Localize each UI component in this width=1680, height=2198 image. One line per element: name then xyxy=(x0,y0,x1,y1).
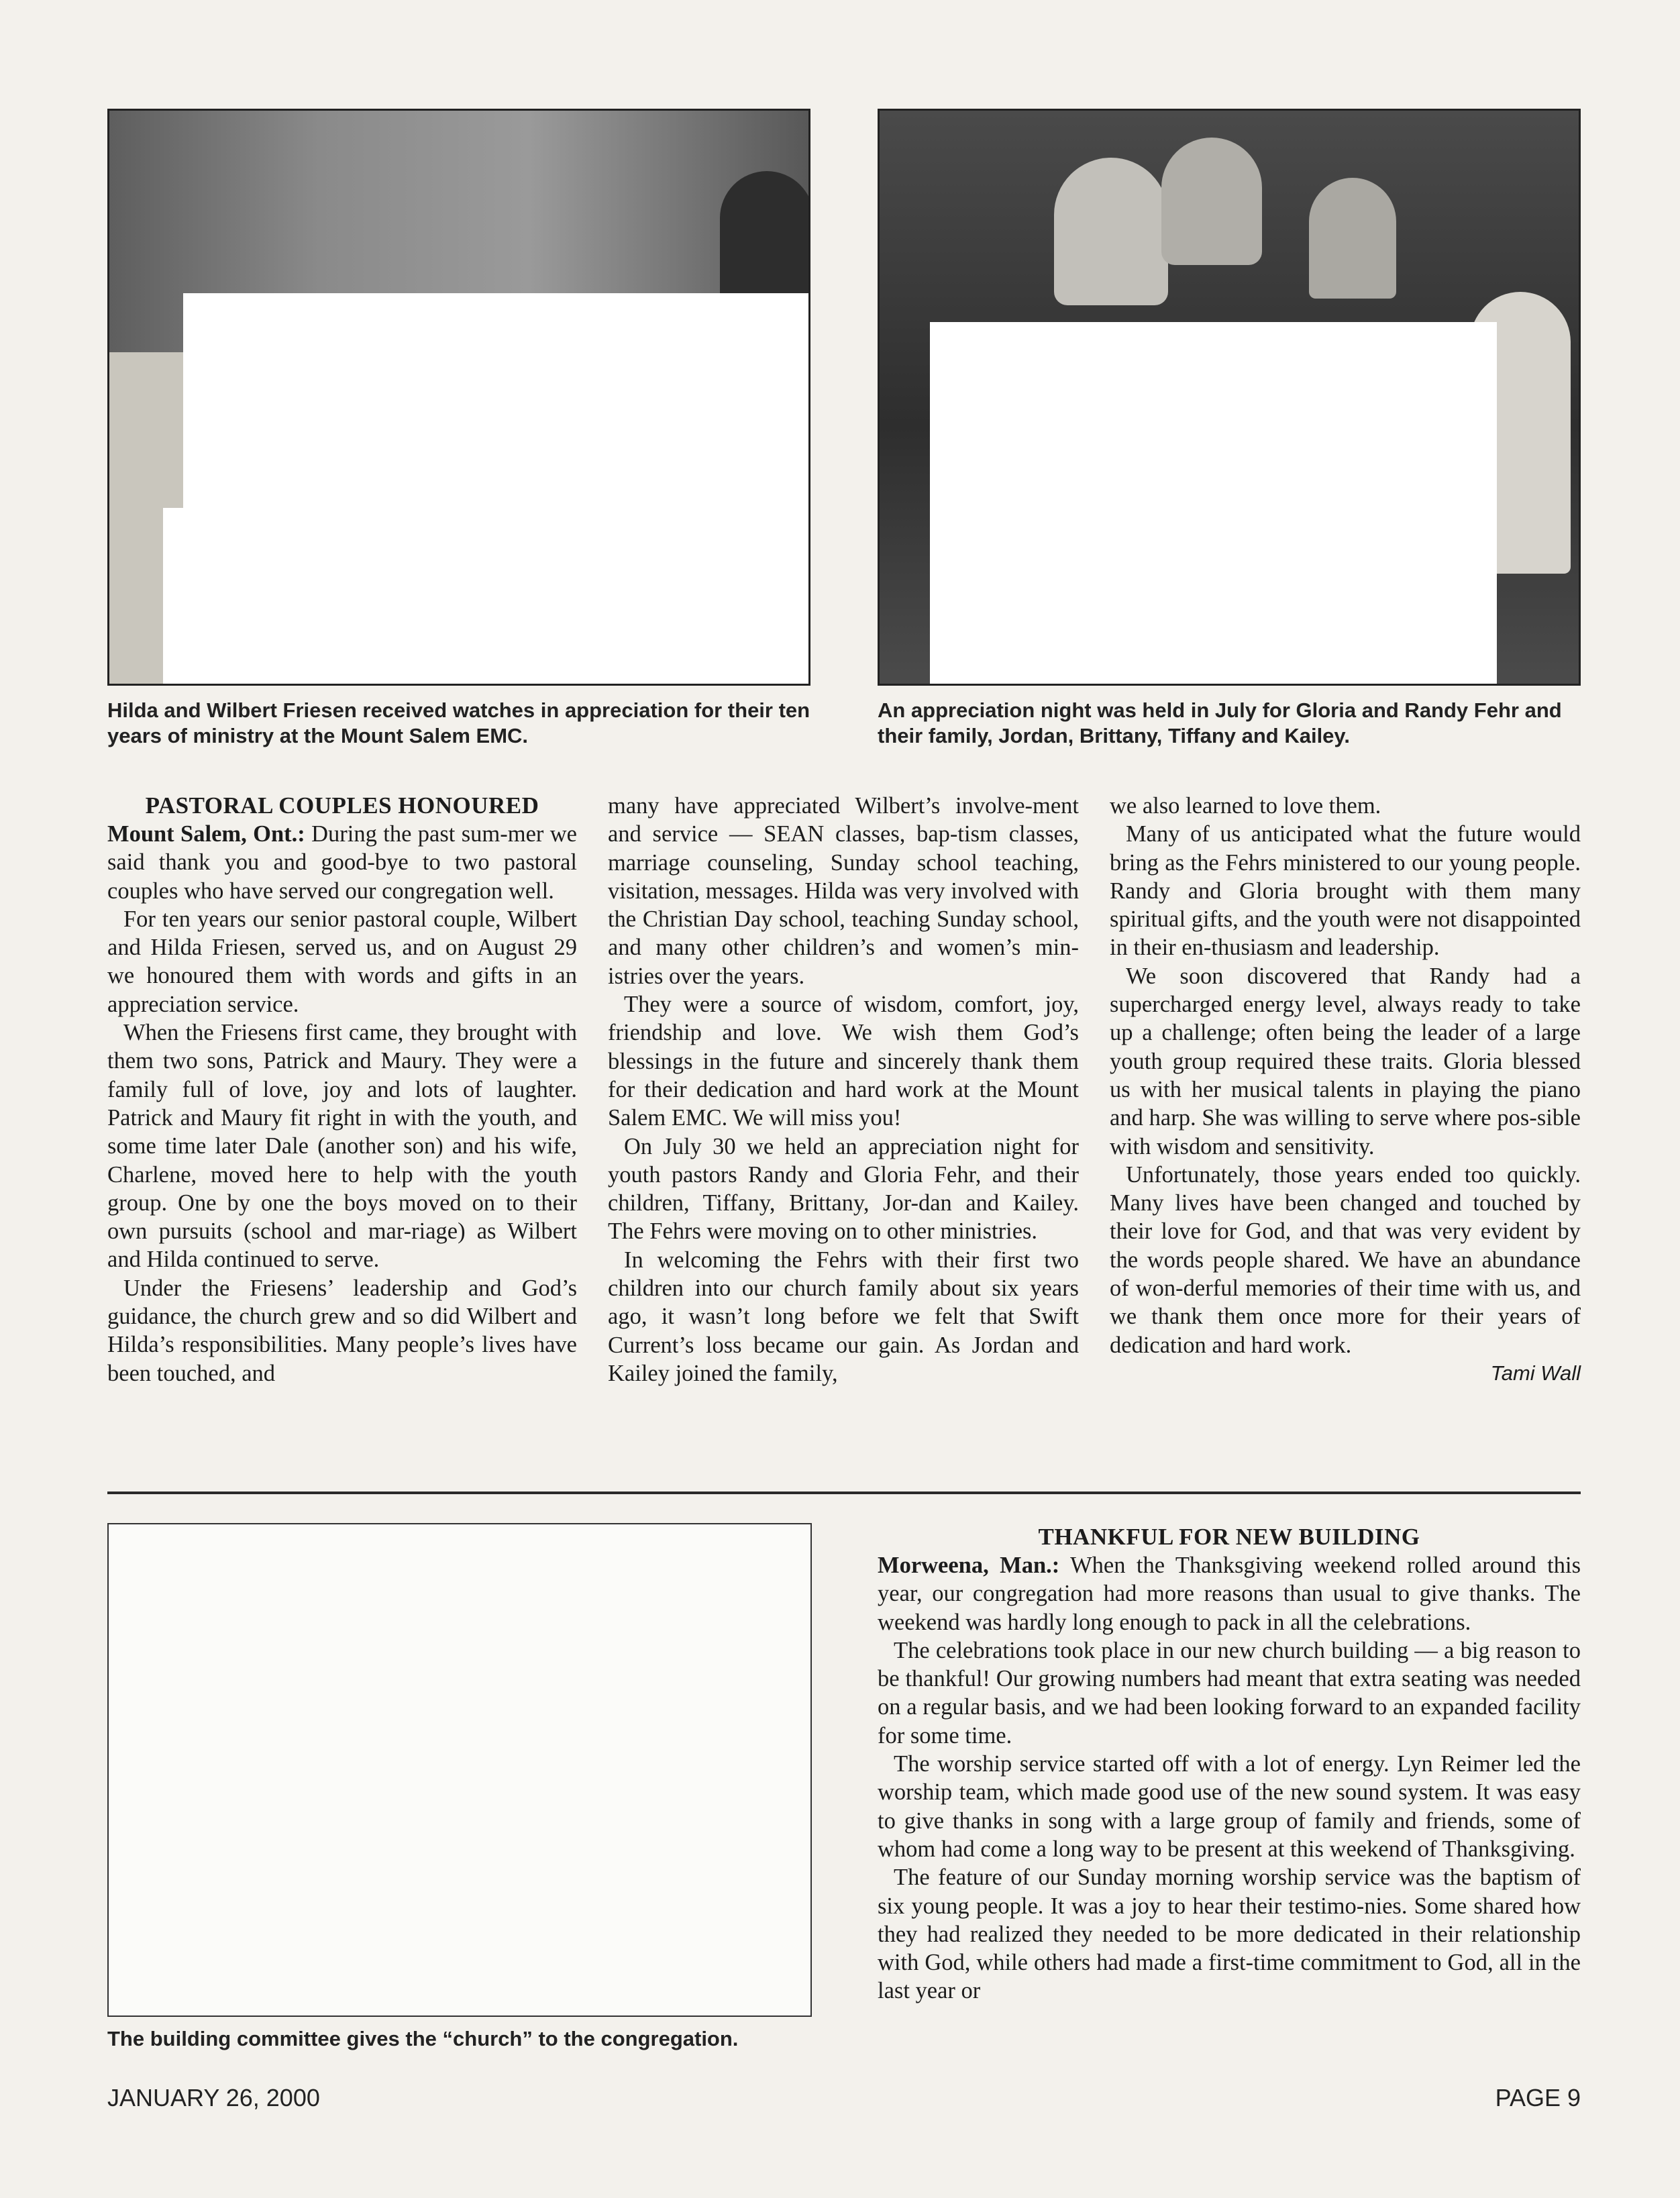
article-paragraph xyxy=(107,820,577,905)
photo-redaction xyxy=(183,293,810,686)
author-signature: Tami Wall xyxy=(1490,1361,1581,1385)
photo-figure-man xyxy=(1161,138,1262,265)
article-paragraph: We soon discovered that Randy had a supercharged energy level, always ready to take up a challenge; often being the leader of a large youth group required these traits. Gloria blessed us with her musical talents in playing the piano and harp. She was willing to serve where pos-sible with wisdom and sensitivity. xyxy=(1110,963,1581,1159)
photo-fehr-family xyxy=(878,109,1581,686)
footer-page-number: PAGE 9 xyxy=(1495,2084,1581,2111)
footer-date: JANUARY 26, 2000 xyxy=(107,2084,320,2111)
photo-figure-right xyxy=(720,171,810,305)
article-1-column-1 xyxy=(107,792,577,1388)
photo-redaction xyxy=(930,322,1497,686)
article-paragraph: The worship service started off with a lot of energy. Lyn Reimer led the worship team, which made good use of the new sound system. It was easy to give thanks in song with a large group of family and friends, some of whom had come a long way to be present at this weekend of Thanksgiving. xyxy=(878,1751,1581,1862)
article-headline: THANKFUL FOR NEW BUILDING xyxy=(1038,1524,1420,1550)
article-paragraph: many have appreciated Wilbert’s involve-ment and service — SEAN classes, bap-tism classes, marriage counseling, Sunday school teaching, visitation, messages. Hilda was very involved with the Christian Day school, teaching Sunday school, and many other children’s and women’s min-istries over the years. xyxy=(608,793,1079,989)
photo-caption: An appreciation night was held in July for Gloria and Randy Fehr and their family, Jordan, Brittany, Tiffany and Kailey. xyxy=(878,698,1562,747)
article-paragraph: Many of us anticipated what the future would bring as the Fehrs ministered to our young people. Randy and Gloria brought with them many spiritual gifts, and the youth were not disappointed in their en-thusiasm and leadership. xyxy=(1110,821,1581,961)
photo-friesens xyxy=(107,109,810,686)
article-paragraph: The celebrations took place in our new church building — a big reason to be thankful! Our growing numbers had meant that extra seating was needed on a regular basis, and we had been looking forward to an expanded facility for some time. xyxy=(878,1637,1581,1748)
article-paragraph: In welcoming the Fehrs with their first two children into our church family about six years ago, it wasn’t long before we felt that Swift Current’s loss became our gain. As Jordan and Kailey joined the family, xyxy=(608,1247,1079,1386)
article-paragraph: They were a source of wisdom, comfort, joy, friendship and love. We wish them God’s blessings in the future and sincerely thank them for their dedication and hard work at the Mount Salem EMC. We will miss you! xyxy=(608,992,1079,1131)
photo-building-committee xyxy=(107,1523,812,2017)
article-1-column-2 xyxy=(608,792,1079,1388)
paragraph-text: During the past sum-mer we said thank you and good-bye to two pastoral couples who have served our congregation well. xyxy=(107,821,577,904)
photo-figure-woman xyxy=(1054,158,1168,305)
photo-redaction-notch xyxy=(163,508,190,686)
photo-caption: Hilda and Wilbert Friesen received watches in appreciation for their ten years of ministry at the Mount Salem EMC. xyxy=(107,698,810,747)
article-2 xyxy=(878,1523,1581,2005)
article-paragraph: we also learned to love them. xyxy=(1110,793,1381,819)
article-paragraph: The feature of our Sunday morning worship service was the baptism of six young people. It was a joy to hear their testimo-nies. Some shared how they had realized they needed to be more dedicated in their relationship with God, while others had made a first-time commitment to God, all in the last year or xyxy=(878,1865,1581,2004)
dateline: Mount Salem, Ont.: xyxy=(107,821,305,847)
article-paragraph: On July 30 we held an appreciation night for youth pastors Randy and Gloria Fehr, and their children, Tiffany, Brittany, Jor-dan and Kailey. The Fehrs were moving on to other ministries. xyxy=(608,1133,1079,1245)
article-paragraph: Under the Friesens’ leadership and God’s guidance, the church grew and so did Wilbert and Hilda’s responsibilities. Many people’s lives have been touched, and xyxy=(107,1275,577,1386)
section-divider xyxy=(107,1491,1581,1494)
dateline: Morweena, Man.: xyxy=(878,1553,1060,1578)
article-paragraph: When the Friesens first came, they brought with them two sons, Patrick and Maury. They were a family full of love, joy and lots of laughter. Patrick and Maury fit right in with the youth, and some time later Dale (another son) and his wife, Charlene, moved here to help with the youth group. One by one the boys moved on to their own pursuits (school and mar-riage) as Wilbert and Hilda continued to serve. xyxy=(107,1020,577,1273)
article-paragraph: For ten years our senior pastoral couple, Wilbert and Hilda Friesen, served us, and on August 29 we honoured them with words and gifts in an appreciation service. xyxy=(107,906,577,1017)
article-1-column-3 xyxy=(1110,792,1581,1388)
article-paragraph: Unfortunately, those years ended too quickly. Many lives have been changed and touched by their love for God, and that was very evident by the words people shared. We have an abundance of won-derful memories of their time with us, and we thank them once more for their years of dedication and hard work. xyxy=(1110,1161,1581,1358)
photo-figure-girl xyxy=(1309,178,1396,299)
article-paragraph xyxy=(878,1551,1581,1636)
photo-caption: The building committee gives the “church” to the congregation. xyxy=(107,2027,739,2050)
article-headline: PASTORAL COUPLES HONOURED xyxy=(145,792,539,819)
paragraph-text: When the Thanksgiving weekend rolled around this year, our congregation had more reasons than usual to give thanks. The weekend was hardly long enough to pack in all the celebrations. xyxy=(878,1553,1581,1635)
